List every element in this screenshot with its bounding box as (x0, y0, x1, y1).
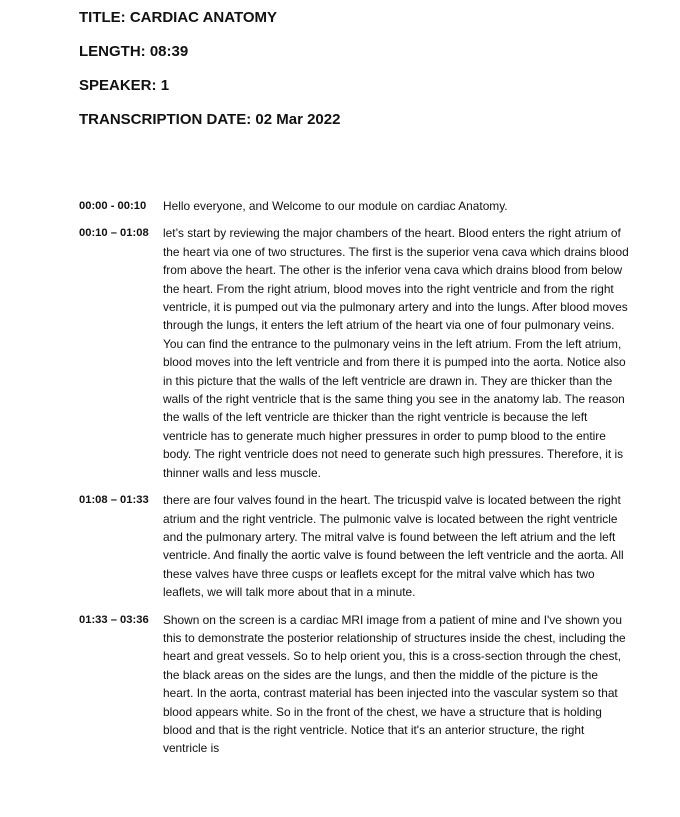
transcript-entry (79, 491, 629, 601)
length-label: LENGTH: (79, 43, 146, 60)
entry-timestamp: 01:08 – 01:33 (79, 494, 149, 507)
speaker-label: SPEAKER: (79, 77, 157, 94)
speaker-line (79, 76, 639, 96)
entry-timestamp: 00:10 – 01:08 (79, 227, 149, 240)
entry-text: there are four valves found in the heart. The tricuspid valve is located between the right atrium and the right ventricle. The pulmonic valve is located between the right ventricle and the pulmonary artery. The mitral valve is found between the left atrium and the left ventricle. And finally the aortic valve is found between the left ventricle and the aorta. All these valves have three cusps or leaflets except for the mitral valve which has two leaflets, we will talk more about that in a minute. (163, 493, 624, 600)
entry-timestamp: 00:00 - 00:10 (79, 200, 147, 212)
entry-text: Shown on the screen is a cardiac MRI image from a patient of mine and I've shown you this to demonstrate the posterior relationship of structures inside the chest, including the heart and great vessels. So to help orient you, this is a cross-section through the chest, the black areas on the sides are the lungs, and then the middle of the picture is the heart. In the aorta, contrast material has been injected into the vascular system so that blood appears white. So in the front of the chest, we have a structure that is holding blood and that is the right ventricle. Notice that it's an anterior structure, the right ventricle is (163, 612, 626, 756)
transcription-date-label: TRANSCRIPTION DATE: (79, 111, 252, 128)
length-line (79, 42, 639, 62)
title-line (79, 8, 639, 28)
title-value: CARDIAC ANATOMY (129, 9, 278, 26)
entry-text: Hello everyone, and Welcome to our module on cardiac Anatomy. (163, 199, 508, 213)
transcript-entry (79, 224, 629, 482)
transcript-entry (79, 611, 629, 758)
entry-timestamp: 01:33 – 03:36 (79, 613, 149, 626)
document-header (79, 8, 639, 144)
transcript (79, 197, 629, 767)
transcription-date-value: 02 Mar 2022 (255, 111, 341, 128)
length-value: 08:39 (149, 43, 189, 60)
title-label: TITLE: (79, 9, 126, 26)
transcript-entry (79, 197, 629, 215)
entry-text: let’s start by reviewing the major chambers of the heart. Blood enters the right atrium of the heart via one of two structures. The first is the superior vena cava which drains blood from above the heart. The other is the inferior vena cava which drains blood from below the heart. From the right atrium, blood moves into the right ventricle and from the right ventricle, it is pumped out via the pulmonary artery and into the lungs. After blood moves through the lungs, it enters the left atrium of the heart via one of four pulmonary veins. You can find the entrance to the pulmonary veins in the left atrium. From the left atrium, blood moves into the left ventricle and from there it is pumped into the aorta. Notice also in this picture that the walls of the left ventricle are drawn in. They are thicker than the walls of the right ventricle that is the same thing you see in the anatomy lab. The reason the walls of the left ventricle are thicker than the right ventricle is because the left ventricle has to generate much higher pressures in order to pump blood to the entire body. The right ventricle does not need to generate such high pressures. Therefore, it is thinner walls and less muscle. (163, 226, 629, 480)
speaker-value: 1 (160, 77, 170, 94)
transcription-date-line (79, 110, 639, 130)
